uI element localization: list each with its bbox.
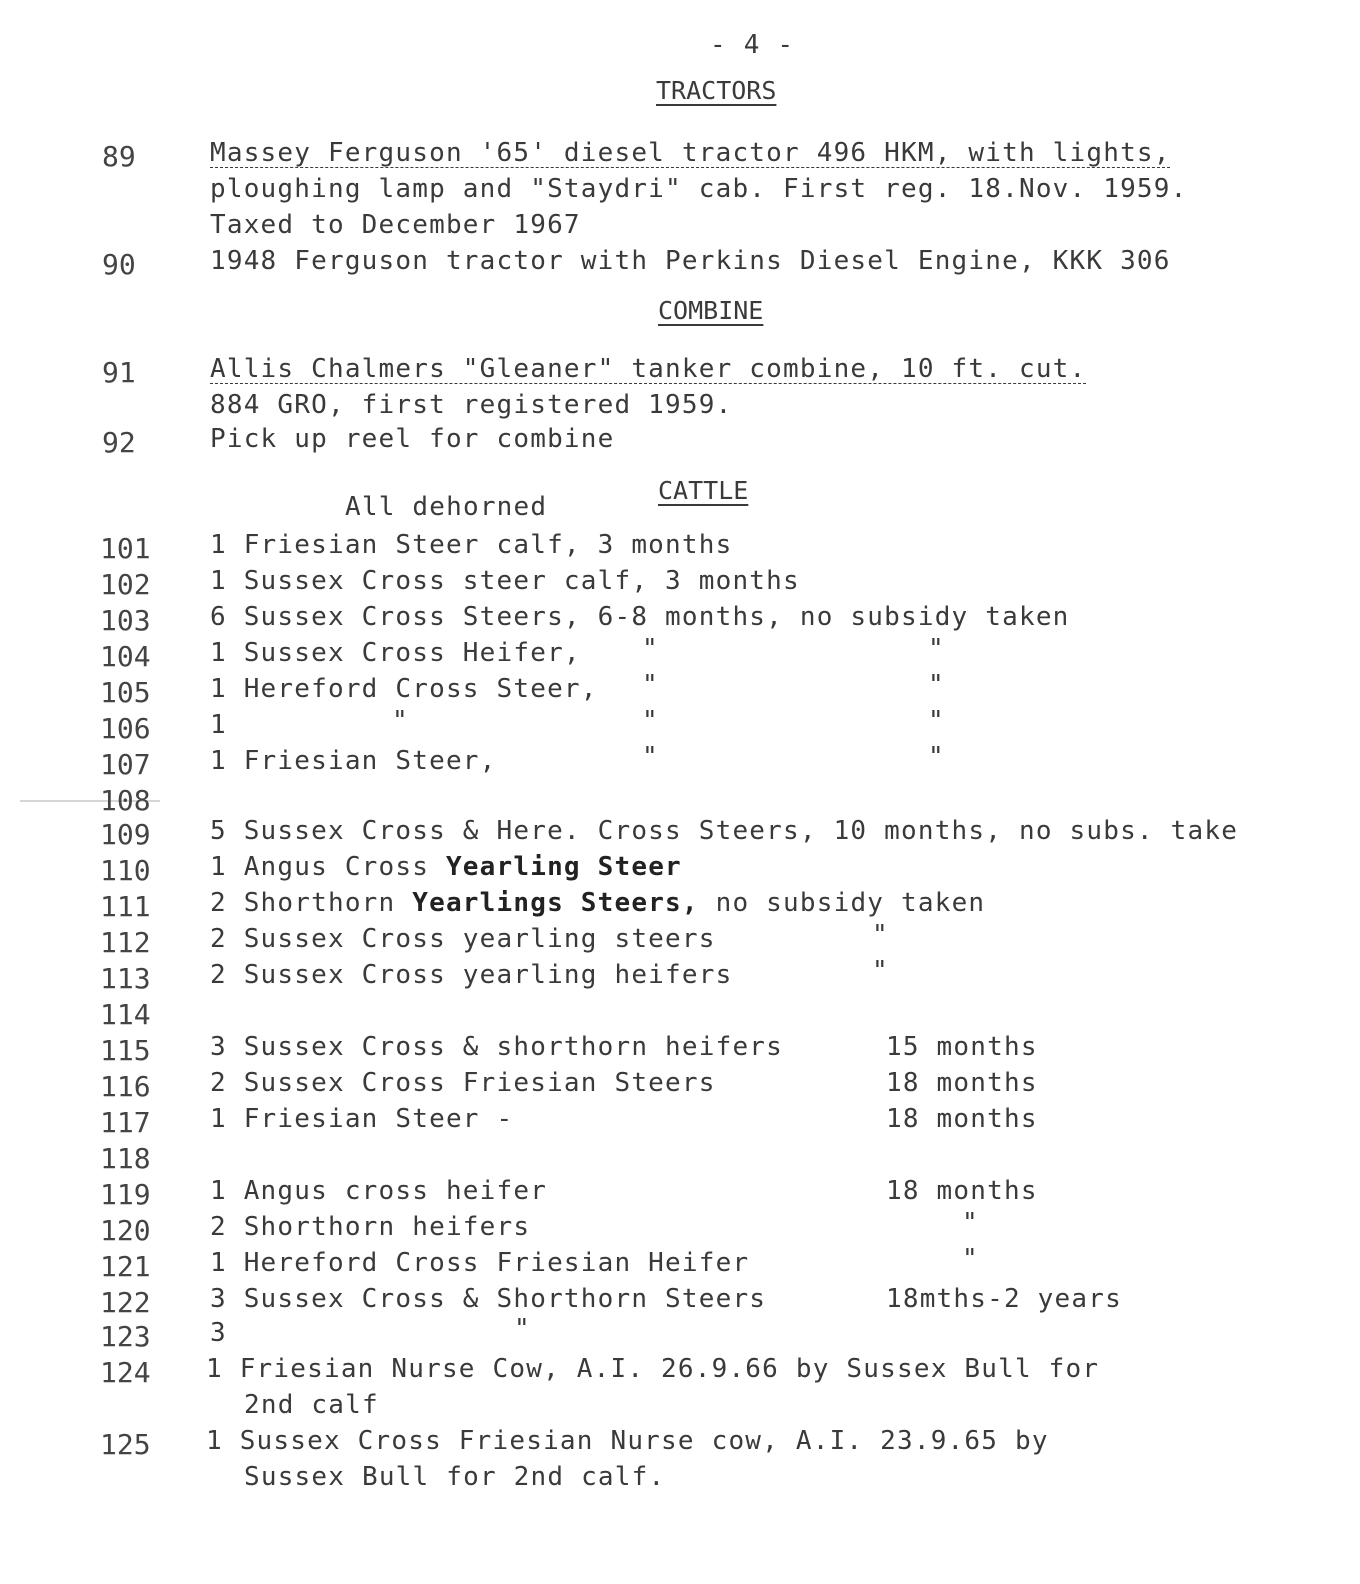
lot-116-description: 2 Sussex Cross Friesian Steers bbox=[210, 1068, 716, 1098]
lot-124-line-2: 2nd calf bbox=[244, 1390, 379, 1420]
ditto-mark: " bbox=[962, 1244, 978, 1274]
ditto-mark: " bbox=[642, 670, 658, 700]
lot-122-age: 18mths-2 years bbox=[886, 1284, 1122, 1314]
lot-number: 118 bbox=[100, 1142, 151, 1175]
lot-117-description: 1 Friesian Steer - bbox=[210, 1104, 514, 1134]
lot-104-description: 1 Sussex Cross Heifer, bbox=[210, 638, 581, 668]
section-heading-cattle: CATTLE bbox=[658, 476, 749, 505]
lot-89-line-1: Massey Ferguson '65' diesel tractor 496 HKM, with lights, bbox=[210, 138, 1171, 168]
section-heading-tractors: TRACTORS bbox=[656, 76, 777, 105]
lot-123-description: 3 bbox=[210, 1318, 227, 1348]
ditto-mark: " bbox=[928, 670, 944, 700]
lot-91-line-2: 884 GRO, first registered 1959. bbox=[210, 390, 733, 420]
ditto-mark: " bbox=[642, 742, 658, 772]
lot-number: 101 bbox=[100, 532, 151, 565]
lot-119-description: 1 Angus cross heifer bbox=[210, 1176, 548, 1206]
lot-102-description: 1 Sussex Cross steer calf, 3 months bbox=[210, 566, 800, 596]
lot-number: 89 bbox=[102, 140, 136, 173]
lot-111-bold-text: Yearlings Steers, bbox=[412, 888, 699, 918]
lot-105-description: 1 Hereford Cross Steer, bbox=[210, 674, 598, 704]
lot-number: 119 bbox=[100, 1178, 151, 1211]
lot-number: 121 bbox=[100, 1250, 151, 1283]
lot-number: 117 bbox=[100, 1106, 151, 1139]
lot-117-age: 18 months bbox=[886, 1104, 1038, 1134]
lot-number: 104 bbox=[100, 640, 151, 673]
lot-101-description: 1 Friesian Steer calf, 3 months bbox=[210, 530, 733, 560]
lot-number: 124 bbox=[100, 1356, 151, 1389]
ditto-mark: " bbox=[642, 706, 658, 736]
ditto-mark: " bbox=[928, 634, 944, 664]
lot-107-description: 1 Friesian Steer, bbox=[210, 746, 497, 776]
lot-111-description bbox=[210, 888, 985, 918]
lot-119-age: 18 months bbox=[886, 1176, 1038, 1206]
lot-91-line-1: Allis Chalmers "Gleaner" tanker combine, 10 ft. cut. bbox=[210, 354, 1087, 384]
lot-number: 91 bbox=[102, 356, 136, 389]
lot-number: 107 bbox=[100, 748, 151, 781]
lot-number: 110 bbox=[100, 854, 151, 887]
cattle-note: All dehorned bbox=[345, 492, 548, 522]
lot-110-text: 1 Angus Cross bbox=[210, 852, 446, 882]
lot-number: 120 bbox=[100, 1214, 151, 1247]
lot-number: 113 bbox=[100, 962, 151, 995]
lot-125-line-2: Sussex Bull for 2nd calf. bbox=[244, 1462, 666, 1492]
lot-number: 114 bbox=[100, 998, 151, 1031]
lot-number: 92 bbox=[102, 426, 136, 459]
lot-number: 109 bbox=[100, 818, 151, 851]
ditto-mark: " bbox=[962, 1208, 978, 1238]
ditto-mark: " bbox=[928, 706, 944, 736]
lot-116-age: 18 months bbox=[886, 1068, 1038, 1098]
lot-121-description: 1 Hereford Cross Friesian Heifer bbox=[210, 1248, 750, 1278]
lot-110-description bbox=[210, 852, 682, 882]
lot-109-description: 5 Sussex Cross & Here. Cross Steers, 10 months, no subs. take bbox=[210, 816, 1239, 846]
page-number: - 4 - bbox=[710, 30, 795, 60]
lot-number: 116 bbox=[100, 1070, 151, 1103]
lot-124-line-1: 1 Friesian Nurse Cow, A.I. 26.9.66 by Sussex Bull for bbox=[206, 1354, 1100, 1384]
lot-number: 106 bbox=[100, 712, 151, 745]
lot-number: 112 bbox=[100, 926, 151, 959]
lot-125-line-1: 1 Sussex Cross Friesian Nurse cow, A.I. 23.9.65 by bbox=[206, 1426, 1049, 1456]
ditto-mark: " bbox=[514, 1314, 530, 1344]
lot-90-description: 1948 Ferguson tractor with Perkins Diesel Engine, KKK 306 bbox=[210, 246, 1171, 276]
lot-number: 108 bbox=[100, 784, 151, 817]
lot-115-age: 15 months bbox=[886, 1032, 1038, 1062]
lot-number: 103 bbox=[100, 604, 151, 637]
section-heading-combine: COMBINE bbox=[658, 296, 764, 325]
lot-106-description: 1 bbox=[210, 710, 227, 740]
lot-number: 122 bbox=[100, 1286, 151, 1319]
ditto-mark: " bbox=[928, 742, 944, 772]
lot-number: 102 bbox=[100, 568, 151, 601]
ditto-mark: " bbox=[642, 634, 658, 664]
lot-number: 90 bbox=[102, 248, 136, 281]
lot-111-text: 2 Shorthorn bbox=[210, 888, 413, 918]
lot-89-line-3: Taxed to December 1967 bbox=[210, 210, 581, 240]
lot-120-description: 2 Shorthorn heifers bbox=[210, 1212, 531, 1242]
lot-number: 125 bbox=[100, 1428, 151, 1461]
lot-112-description: 2 Sussex Cross yearling steers bbox=[210, 924, 716, 954]
lot-number: 105 bbox=[100, 676, 151, 709]
lot-89-line-2: ploughing lamp and "Staydri" cab. First reg. 18.Nov. 1959. bbox=[210, 174, 1188, 204]
lot-115-description: 3 Sussex Cross & shorthorn heifers bbox=[210, 1032, 784, 1062]
lot-92-description: Pick up reel for combine bbox=[210, 424, 615, 454]
ditto-mark: " bbox=[872, 920, 888, 950]
lot-number: 111 bbox=[100, 890, 151, 923]
lot-number: 115 bbox=[100, 1034, 151, 1067]
lot-number: 123 bbox=[100, 1320, 151, 1353]
lot-110-bold-text: Yearling Steer bbox=[445, 852, 682, 882]
lot-111-text-end: no subsidy taken bbox=[698, 888, 986, 918]
lot-113-description: 2 Sussex Cross yearling heifers bbox=[210, 960, 733, 990]
lot-103-description: 6 Sussex Cross Steers, 6-8 months, no subsidy taken bbox=[210, 602, 1070, 632]
ditto-mark: " bbox=[872, 956, 888, 986]
ditto-mark: " bbox=[392, 706, 408, 736]
lot-122-description: 3 Sussex Cross & Shorthorn Steers bbox=[210, 1284, 767, 1314]
